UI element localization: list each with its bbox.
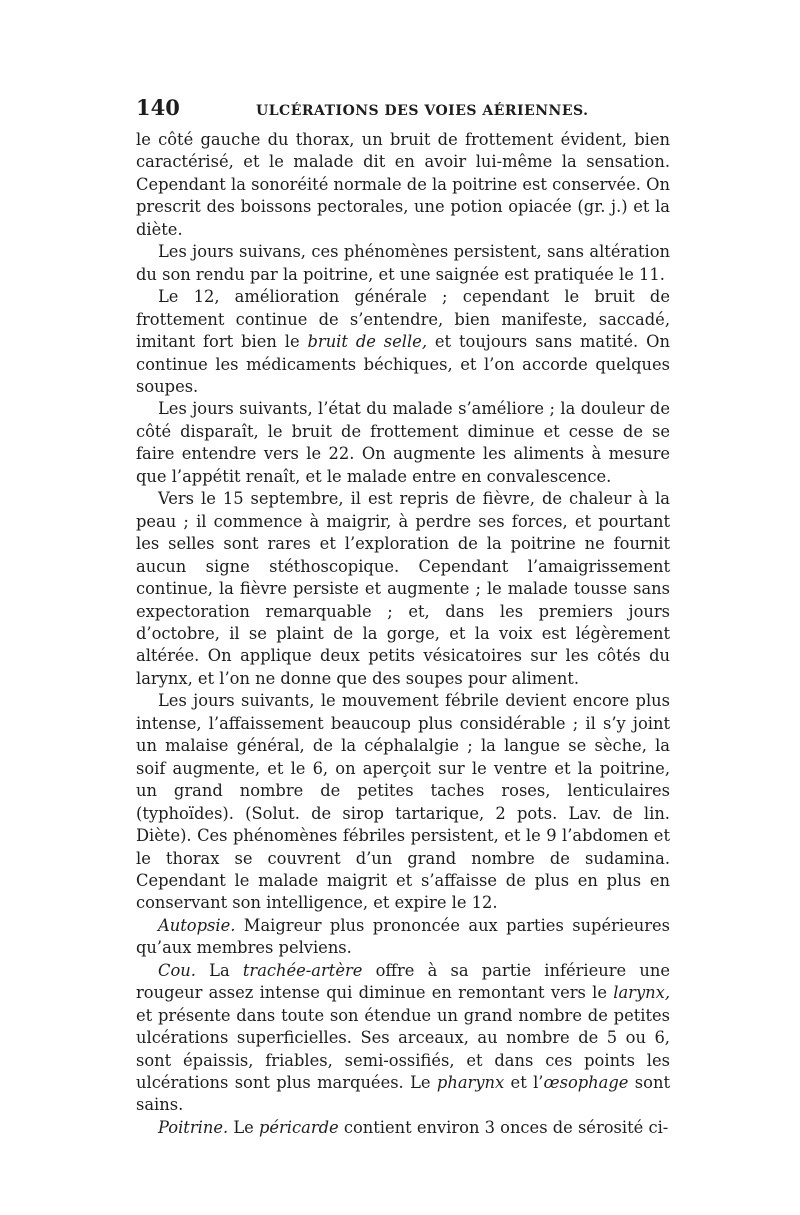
paragraph-autopsie — [136, 915, 670, 960]
page-header — [136, 95, 670, 129]
cou-text-a: La — [195, 960, 243, 980]
cou-italic-pharynx: pharynx — [436, 1073, 505, 1093]
cou-text-b: offre à sa partie inférieure une rougeur assez intense qui diminue en remontant vers le — [136, 960, 670, 1003]
cou-text-c: et présente dans toute son étendue un grand nombre de petites ulcérations superficielles. Ses arceaux, au nombre de 5 ou 6, sont épaissis, friables, semi-ossifiés, et dans ces points les ulcérations sont plus marquées. Le — [136, 1005, 670, 1093]
book-page — [136, 95, 670, 1139]
cou-italic-trachee: trachée-artère — [242, 960, 363, 980]
running-title: ULCÉRATIONS DES VOIES AÉRIENNES. — [256, 103, 589, 119]
paragraph-4: Les jours suivants, l’état du malade s’améliore ; la douleur de côté disparaît, le bruit de frottement diminue et cesse de se faire entendre vers le 22. On augmente les aliments à mesure que l’appétit renaît, et le malade entre en convalescence. — [136, 399, 670, 486]
poitrine-heading: Poitrine. — [158, 1117, 229, 1137]
cou-heading: Cou. — [158, 960, 196, 980]
body-text — [136, 129, 670, 1139]
paragraph-5: Vers le 15 septembre, il est repris de fièvre, de chaleur à la peau ; il commence à maigrir, à perdre ses forces, et pourtant les selles sont rares et l’exploration de la poitrine ne fournit aucun signe stéthoscopique. Cependant l’amaigrissement continue, la fièvre persiste et augmente ; le malade tousse sans expectoration remarquable ; et, dans les premiers jours d’octobre, il se plaint de la gorge, et la voix est légèrement altérée. On applique deux petits vésicatoires sur les côtés du larynx, et l’on ne donne que des soupes pour aliment. — [136, 489, 670, 688]
paragraph-poitrine — [136, 1117, 670, 1139]
poitrine-text-b: contient environ 3 onces de sérosité ci- — [338, 1117, 669, 1137]
poitrine-text-a: Le — [228, 1117, 259, 1137]
paragraph-3-text-b: et toujours sans matité. On continue les médicaments béchiques, et l’on accorde quelques soupes. — [136, 332, 670, 396]
paragraph-3-italic: bruit de selle, — [307, 332, 427, 352]
paragraph-3 — [136, 286, 670, 398]
cou-italic-larynx: larynx, — [613, 983, 670, 1003]
paragraph-3-text-a: Le 12, amélioration générale ; cependant le bruit de frottement continue de s’entendre, bien manifeste, saccadé, imitant fort bien le — [136, 287, 670, 352]
cou-text-d: et l’ — [504, 1073, 544, 1093]
paragraph-1: le côté gauche du thorax, un bruit de frottement évident, bien caractérisé, et le malade dit en avoir lui-même la sensation. Cependant la sonoréité normale de la poitrine est conservée. On prescrit des boissons pectorales, une potion opiacée (gr. j.) et la diète. — [136, 130, 670, 239]
autopsie-text: Maigreur plus prononcée aux parties supérieures qu’aux membres pelviens. — [136, 915, 670, 958]
paragraph-6: Les jours suivants, le mouvement fébrile devient encore plus intense, l’affaissement beaucoup plus considérable ; il s’y joint un malaise général, de la céphalalgie ; la langue se sèche, la soif augmente, et le 6, on aperçoit sur le ventre et la poitrine, un grand nombre de petites taches roses, lenticulaires (typhoïdes). (Solut. de sirop tartarique, 2 pots. Lav. de lin. Diète). Ces phénomènes fébriles persistent, et le 9 l’abdomen et le thorax se couvrent d’un grand nombre de sudamina. Cependant le malade maigrit et s’affaisse de plus en plus en conservant son intelligence, et expire le 12. — [136, 691, 670, 913]
page-number: 140 — [136, 95, 180, 120]
autopsie-heading: Autopsie. — [158, 915, 236, 935]
cou-text-e: sont sains. — [136, 1073, 670, 1115]
poitrine-italic-pericarde: péricarde — [258, 1117, 339, 1137]
paragraph-2: Les jours suivans, ces phénomènes persistent, sans altération du son rendu par la poitrine, et une saignée est pratiquée le 11. — [136, 242, 670, 284]
cou-italic-oesophage: œsophage — [543, 1073, 629, 1093]
paragraph-cou — [136, 960, 670, 1117]
